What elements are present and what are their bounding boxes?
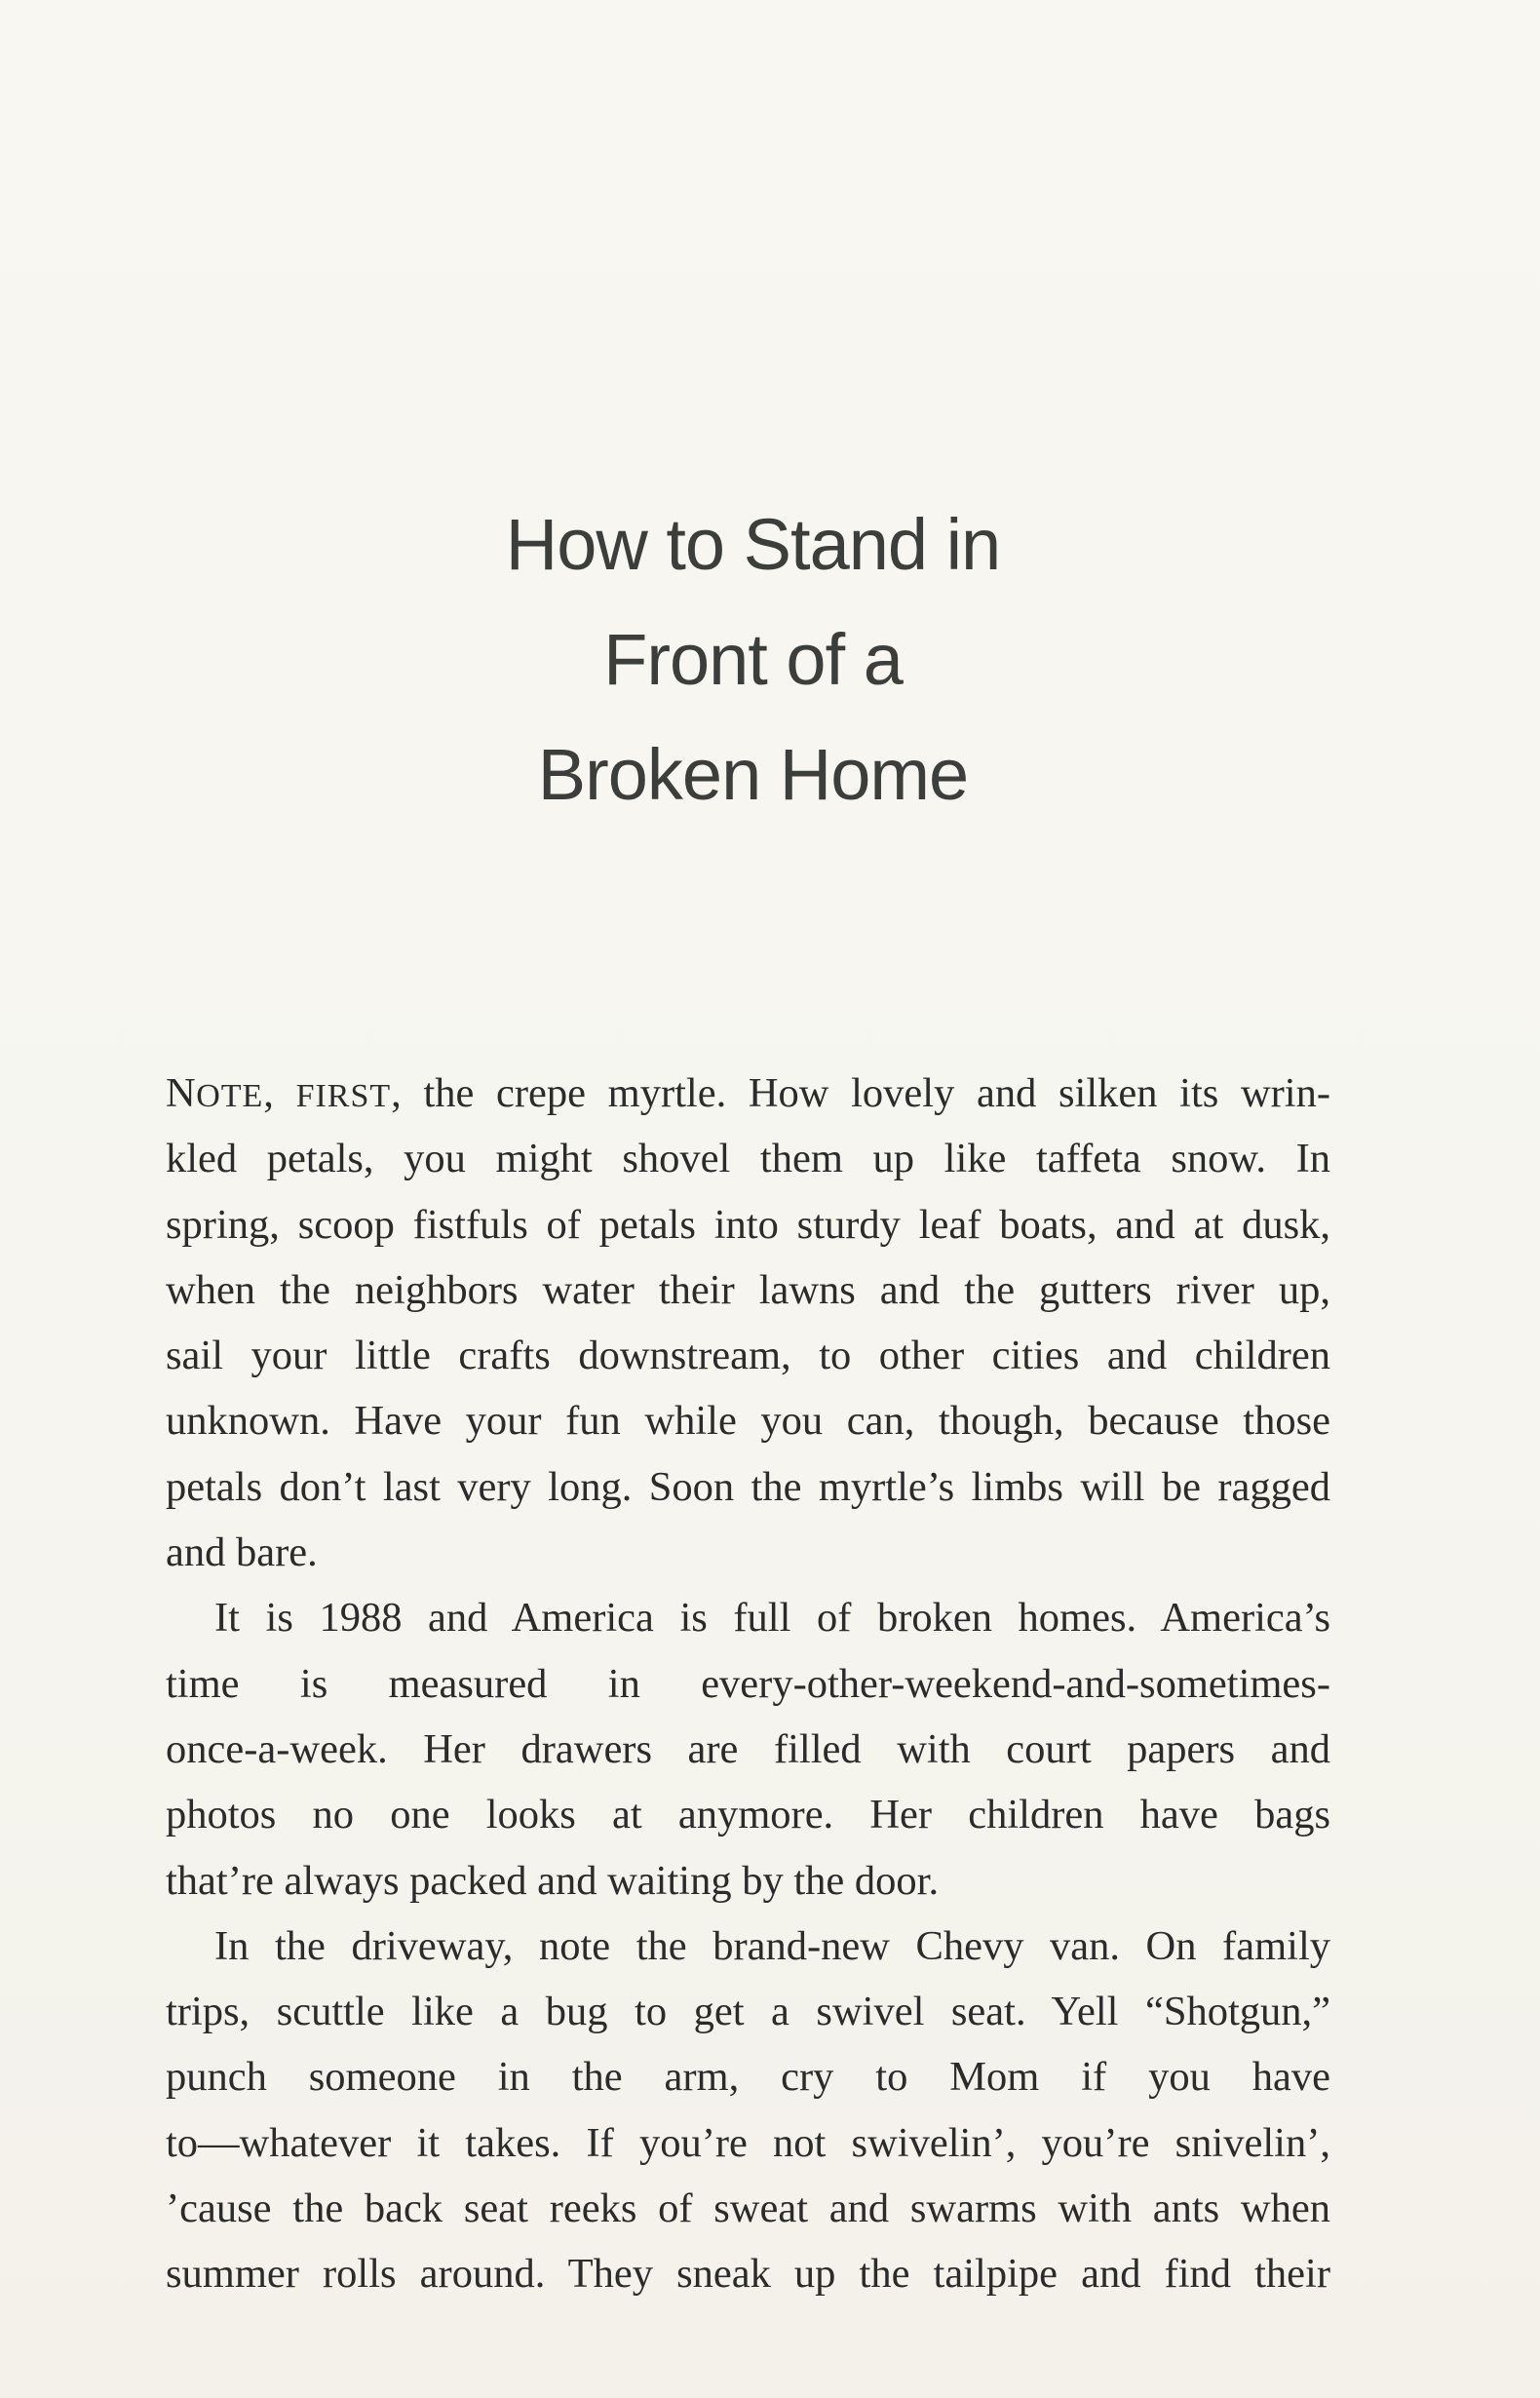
lead-in-caps: OTE	[196, 1078, 264, 1114]
text-line: In the driveway, note the brand-new Chevy van. On family	[214, 1922, 1330, 1969]
chapter-title	[0, 487, 1506, 832]
text-line: and bare.	[166, 1529, 318, 1576]
text-line: summer rolls around. They sneak up the tailpipe and find their	[166, 2251, 1330, 2298]
text-run: the crepe myrtle. How lovely and silken its wrin-	[401, 1070, 1331, 1116]
text-line	[166, 1061, 1330, 1126]
lead-in-small-caps: FIRST	[295, 1078, 392, 1114]
lead-in-comma: ,	[391, 1070, 402, 1116]
lead-in-separator: ,	[263, 1070, 296, 1116]
text-line: photos no one looks at anymore. Her children have bags	[166, 1792, 1330, 1838]
chapter-title-line: Broken Home	[537, 734, 969, 815]
chapter-title-line: How to Stand in	[505, 504, 1001, 585]
text-line: sail your little crafts downstream, to other cities and children	[166, 1333, 1330, 1379]
text-line: unknown. Have your fun while you can, though, because those	[166, 1398, 1330, 1445]
lead-in-cap: N	[166, 1070, 197, 1116]
text-line: to—whatever it takes. If you’re not swivelin’, you’re snivelin’,	[166, 2119, 1330, 2166]
text-line: petals don’t last very long. Soon the myrtle’s limbs will be ragged	[166, 1463, 1330, 1510]
text-line: ’cause the back seat reeks of sweat and swarms with ants when	[166, 2185, 1330, 2232]
text-line: trips, scuttle like a bug to get a swivel seat. Yell “Shotgun,”	[166, 1989, 1330, 2035]
text-line: time is measured in every-other-weekend-and-sometimes-	[166, 1660, 1330, 1707]
chapter-title-line: Front of a	[603, 619, 903, 700]
text-line: It is 1988 and America is full of broken homes. America’s	[214, 1595, 1330, 1642]
text-line: once-a-week. Her drawers are filled with court papers and	[166, 1725, 1330, 1772]
body-text	[166, 1061, 1330, 2307]
text-line: kled petals, you might shovel them up like taffeta snow. In	[166, 1136, 1330, 1182]
text-line: punch someone in the arm, cry to Mom if you have	[166, 2054, 1330, 2101]
text-line: that’re always packed and waiting by the door.	[166, 1857, 940, 1904]
text-line: spring, scoop fistfuls of petals into sturdy leaf boats, and at dusk,	[166, 1201, 1330, 1248]
text-line: when the neighbors water their lawns and the gutters river up,	[166, 1266, 1330, 1313]
